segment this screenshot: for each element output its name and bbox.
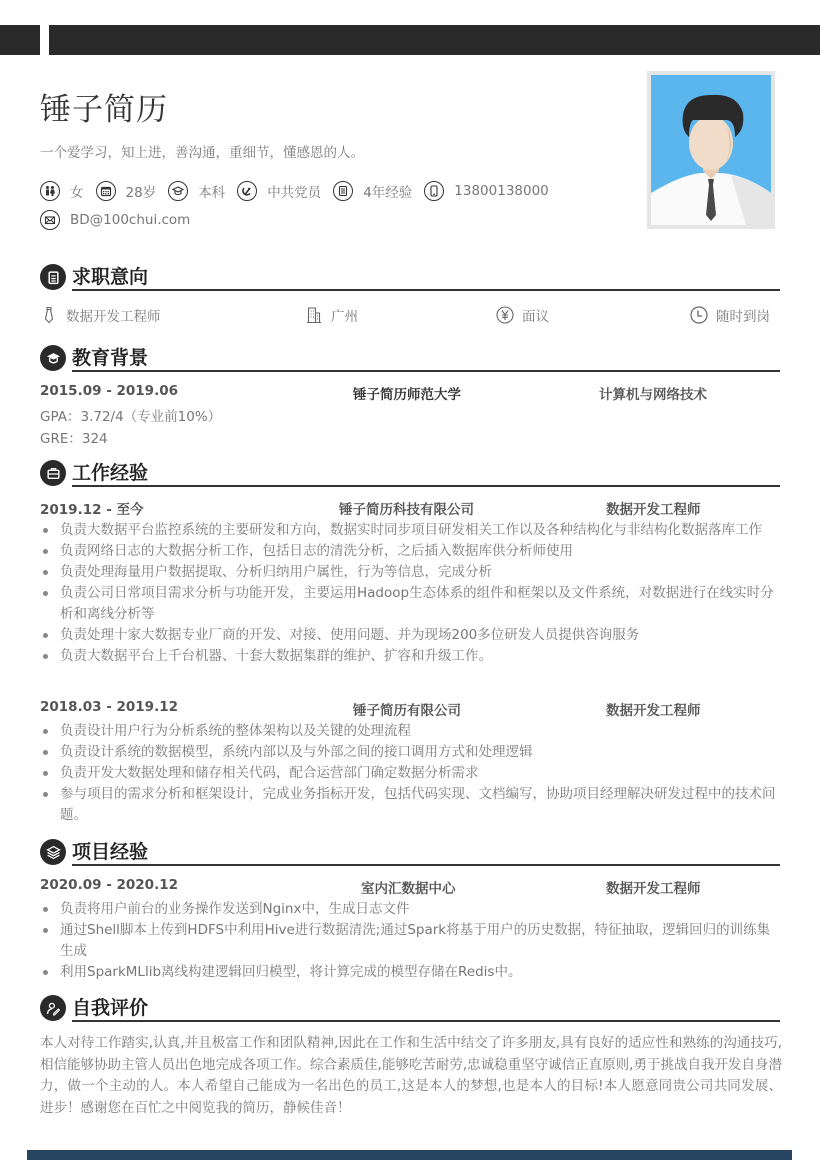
user-edit-icon xyxy=(40,995,66,1021)
bottom-bar xyxy=(27,1150,792,1160)
project-date: 2020.09 - 2020.12 xyxy=(40,877,178,893)
work-role: 数据开发工程师 xyxy=(606,703,701,719)
list-item: 负责开发大数据处理和储存相关代码，配合运营部门确定数据分析需求 xyxy=(40,763,780,784)
education-date: 2015.09 - 2019.06 xyxy=(40,383,178,399)
calendar-icon xyxy=(96,181,116,201)
section-divider xyxy=(72,289,780,291)
project-bullets xyxy=(40,899,780,983)
clock-icon xyxy=(690,306,708,324)
info-party: 中共党员 xyxy=(237,181,321,201)
work-entry-header-2 xyxy=(40,699,780,719)
info-phone: 13800138000 xyxy=(424,181,548,201)
section-divider xyxy=(72,485,780,487)
document-icon xyxy=(333,181,353,201)
work-company: 锤子简历科技有限公司 xyxy=(339,502,474,518)
top-bar-left-block xyxy=(0,25,40,55)
education-entry-header xyxy=(40,383,780,403)
info-gender: 女 xyxy=(40,181,84,201)
section-work-header: 工作经验 xyxy=(40,458,780,486)
education-major: 计算机与网络技术 xyxy=(599,387,707,403)
section-intent-header: 求职意向 xyxy=(40,262,780,290)
intent-position: 数据开发工程师 xyxy=(40,305,161,325)
mail-icon xyxy=(40,210,60,230)
list-item: 通过Shell脚本上传到HDFS中利用Hive进行数据清洗;通过Spark将基于用户的历史数据，特征抽取，逻辑回归的训练集生成 xyxy=(40,920,780,962)
self-evaluation-text: 本人对待工作踏实,认真,并且极富工作和团队精神,因此在工作和生活中结交了许多朋友,具有良好的适应性和熟练的沟通技巧,相信能够协助主管人员出色地完成各项工作。综合素质佳,能够吃苦耐劳,忠诚稳重坚守诚信正直原则,勇于挑战自我开发自身潜力，做一个主动的人。本人希望自己能成为一名出色的员工,这是本人的梦想,也是本人的目标!本人愿意同贵公司共同发展、进步！感谢您在百忙之中阅览我的简历，静候佳音！ xyxy=(40,1035,782,1116)
work-company: 锤子简历有限公司 xyxy=(353,703,461,719)
profile-photo xyxy=(647,71,775,229)
layers-icon xyxy=(40,839,66,865)
top-bar xyxy=(49,25,820,55)
intent-salary: 面议 xyxy=(496,305,549,325)
list-item: 负责网络日志的大数据分析工作，包括日志的清洗分析，之后插入数据库供分析师使用 xyxy=(40,541,780,562)
list-item: 参与项目的需求分析和框架设计，完成业务指标开发，包括代码实现、文档编写，协助项目经理解决研发过程中的技术问题。 xyxy=(40,784,780,826)
list-item: 负责大数据平台上千台机器、十套大数据集群的维护、扩容和升级工作。 xyxy=(40,646,780,667)
phone-icon xyxy=(424,181,444,201)
list-item: 负责设计用户行为分析系统的整体架构以及关键的处理流程 xyxy=(40,721,780,742)
clipboard-icon xyxy=(40,264,66,290)
section-project-header: 项目经验 xyxy=(40,837,780,865)
section-divider xyxy=(72,864,780,866)
briefcase-icon xyxy=(40,460,66,486)
list-item: 负责公司日常项目需求分析与功能开发，主要运用Hadoop生态体系的组件和框架以及文件系统，对数据进行在线实时分析和离线分析等 xyxy=(40,583,780,625)
list-item: 负责将用户前台的业务操作发送到Nginx中，生成日志文件 xyxy=(40,899,780,920)
work-entry-header-1 xyxy=(40,498,780,518)
email-row xyxy=(40,210,202,230)
personal-info-row xyxy=(40,181,561,201)
project-name: 室内汇数据中心 xyxy=(361,881,456,897)
work-bullets-1 xyxy=(40,520,780,667)
info-education: 本科 xyxy=(168,181,225,201)
list-item: 利用SparkMLlib离线构建逻辑回归模型，将计算完成的模型存储在Redis中。 xyxy=(40,962,780,983)
education-school: 锤子简历师范大学 xyxy=(353,387,461,403)
motto: 一个爱学习，知上进，善沟通，重细节，懂感恩的人。 xyxy=(40,145,364,161)
gender-icon xyxy=(40,181,60,201)
list-item: 负责处理海量用户数据提取、分析归纳用户属性，行为等信息，完成分析 xyxy=(40,562,780,583)
list-item: 负责处理十家大数据专业厂商的开发、对接、使用问题、并为现场200多位研发人员提供咨询服务 xyxy=(40,625,780,646)
work-bullets-2 xyxy=(40,721,780,826)
project-entry-header xyxy=(40,877,780,897)
graduation-icon xyxy=(168,181,188,201)
section-self-header: 自我评价 xyxy=(40,993,780,1021)
tie-icon xyxy=(40,306,58,324)
job-intent-row xyxy=(40,305,780,327)
section-divider xyxy=(72,370,780,372)
info-email: BD@100chui.com xyxy=(40,210,190,230)
project-role: 数据开发工程师 xyxy=(606,881,701,897)
info-age: 28岁 xyxy=(96,181,157,201)
intent-city: 广州 xyxy=(305,305,358,325)
building-icon xyxy=(305,306,323,324)
list-item: 负责大数据平台监控系统的主要研发和方向，数据实时同步项目研发相关工作以及各种结构化与非结构化数据落库工作 xyxy=(40,520,780,541)
section-divider xyxy=(72,1020,780,1022)
list-item: 负责设计系统的数据模型，系统内部以及与外部之间的接口调用方式和处理逻辑 xyxy=(40,742,780,763)
avatar xyxy=(651,75,771,225)
resume-name: 锤子简历 xyxy=(40,92,168,128)
graduation-cap-icon xyxy=(40,345,66,371)
yen-icon xyxy=(496,306,514,324)
info-experience: 4年经验 xyxy=(333,181,412,201)
work-date: 2018.03 - 2019.12 xyxy=(40,699,178,715)
work-date: 2019.12 - 至今 xyxy=(40,502,144,518)
section-education-header: 教育背景 xyxy=(40,343,780,371)
education-gre: GRE：324 xyxy=(40,431,108,447)
intent-availability: 随时到岗 xyxy=(690,305,770,325)
education-gpa: GPA：3.72/4（专业前10%） xyxy=(40,409,222,425)
party-icon xyxy=(237,181,257,201)
work-role: 数据开发工程师 xyxy=(606,502,701,518)
